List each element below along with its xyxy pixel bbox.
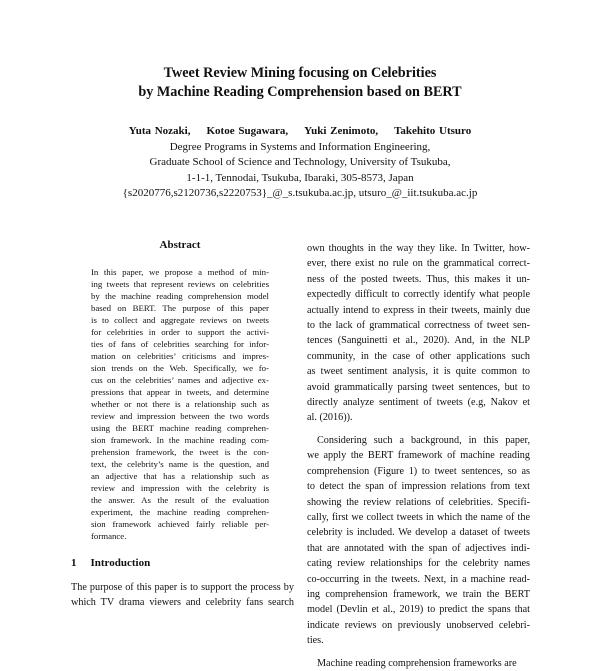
body-line: comprehension (Figure 1) to tweet sentences, so as (307, 465, 530, 477)
body-line: ties. (307, 635, 324, 647)
body-line: which TV drama viewers and celebrity fans search (71, 597, 294, 609)
abstract-line: ties of fans of celebrities searching for infor- (91, 339, 269, 349)
paragraph-gap (307, 426, 530, 433)
body-line: directly analyze sentiment of tweets (e.g, Nakov et (307, 397, 530, 409)
body-line: as tweet sentiment analysis, it is quite common to (307, 366, 530, 378)
body-line: community, in the case of other applications such (307, 350, 530, 362)
body-line: model (Devlin et al., 2019) to predict the spans that (307, 604, 530, 616)
body-line: ever, there exist no rule on the grammatical correct- (307, 258, 530, 270)
author-name: Yuki Zenimoto, (304, 125, 379, 137)
affiliation-line: 1-1-1, Tennodai, Tsukuba, Ibaraki, 305-8573, Japan (186, 171, 414, 184)
body-line: al. (2016)). (307, 412, 353, 424)
abstract-line: using the BERT machine reading comprehen- (91, 423, 269, 433)
affiliation-line: Graduate School of Science and Technology, University of Tsukuba, (149, 156, 451, 168)
abstract-line: text, the celebrity’s name is the question, and (91, 459, 269, 469)
paper-title (0, 64, 600, 102)
body-line: tences (Sanguinetti et al., 2020). And, in the NLP (307, 335, 530, 347)
body-line: expectedly difficult to correctly identify what people (307, 289, 530, 301)
body-line: actually intend to express in their tweets, mainly due (307, 304, 530, 316)
abstract-line: review and impression between the two words (91, 411, 269, 421)
title-line: by Machine Reading Comprehension based on BERT (138, 84, 462, 100)
body-line: showing the review relations of celebrities. Specifi- (307, 496, 530, 508)
body-line: avoid grammatically parsing tweet sentences, but to (307, 381, 530, 393)
body-line: Machine reading comprehension frameworks are (317, 657, 517, 669)
author-block (0, 124, 600, 202)
abstract-line: pressions that appear in tweets, and determine (91, 387, 269, 397)
abstract-line: sion trends on the Web. Specifically, we fo- (91, 363, 269, 373)
body-line: to detect the span of impression relations from text (307, 481, 530, 493)
introduction-text (71, 580, 294, 611)
affiliation-line: Degree Programs in Systems and Information Engineering, (169, 140, 431, 153)
abstract-line: an adjective that has a relationship such as (91, 471, 269, 481)
abstract-line: sion framework. In the machine reading com- (91, 435, 269, 445)
right-column-text (307, 241, 530, 671)
author-name: Takehito Utsuro (394, 125, 472, 137)
body-line: celebrity is included. We develop a dataset of tweets (307, 527, 530, 539)
author-names (0, 124, 600, 140)
abstract-line: is to collect and aggregate reviews on tweets (91, 315, 269, 325)
body-line: we apply the BERT framework of machine reading (307, 450, 530, 462)
email-line: {s2020776,s2120736,s2220753}_@_s.tsukuba.ac.jp, utsuro_@_iit.tsukuba.ac.jp (122, 187, 478, 199)
abstract-line: In this paper, we propose a method of min- (91, 267, 269, 277)
body-line: cating review relationships for the celebrity names (307, 558, 530, 570)
abstract-line: review and impression with the celebrity is (91, 483, 269, 493)
abstract-line: ing tweets that represent reviews on celebrities (91, 279, 269, 289)
body-line: The purpose of this paper is to support the process by (71, 582, 294, 593)
abstract-line: prehension framework, the tweet is the con- (91, 447, 269, 457)
body-line: own thoughts in the way they like. In Twitter, how- (307, 243, 530, 254)
abstract-line: the answer. As the result of the evaluation (91, 495, 269, 505)
author-name: Yuta Nozaki, (128, 125, 191, 137)
abstract-line: sion framework achieved fairly reliable per- (91, 519, 269, 529)
section-title: Introduction (90, 557, 151, 569)
abstract-line: for celebrities in order to support the activi- (91, 327, 269, 337)
abstract-line: based on BERT. The purpose of this paper (91, 303, 269, 313)
abstract-line: mation on celebrities’ criticisms and impres- (91, 351, 269, 361)
abstract-line: experiment, the machine reading comprehen- (91, 507, 269, 517)
abstract-line: cus on the celebrities’ names and adjective ex- (91, 375, 269, 385)
section-heading-introduction (71, 557, 150, 569)
body-line: co-occurring in the tweets. Next, in a machine read- (307, 573, 530, 585)
body-line: ing comprehension framework, we train the BERT (307, 588, 530, 600)
abstract-line: by the machine reading comprehension model (91, 291, 269, 301)
section-number: 1 (71, 557, 77, 569)
abstract-line: formance. (91, 531, 127, 541)
body-line: cally, first we collect tweets in which the name of the (307, 511, 530, 523)
paragraph-gap (307, 649, 530, 656)
body-line: Considering such a background, in this paper, (317, 434, 530, 446)
author-name: Kotoe Sugawara, (206, 125, 289, 137)
abstract-line: whether or not there is a relationship such as (91, 399, 269, 409)
body-line: that are annotated with the span of adjectives indi- (307, 542, 530, 554)
body-line: ness of the posted tweets. Thus, this makes it un- (307, 273, 530, 285)
title-line: Tweet Review Mining focusing on Celebrities (163, 65, 437, 81)
abstract-heading: Abstract (159, 239, 201, 251)
body-line: to the lack of grammatical correctness of tweet sen- (307, 320, 530, 332)
body-line: indicate reviews on previously unobserved celebri- (307, 619, 530, 631)
abstract-text (91, 266, 269, 542)
